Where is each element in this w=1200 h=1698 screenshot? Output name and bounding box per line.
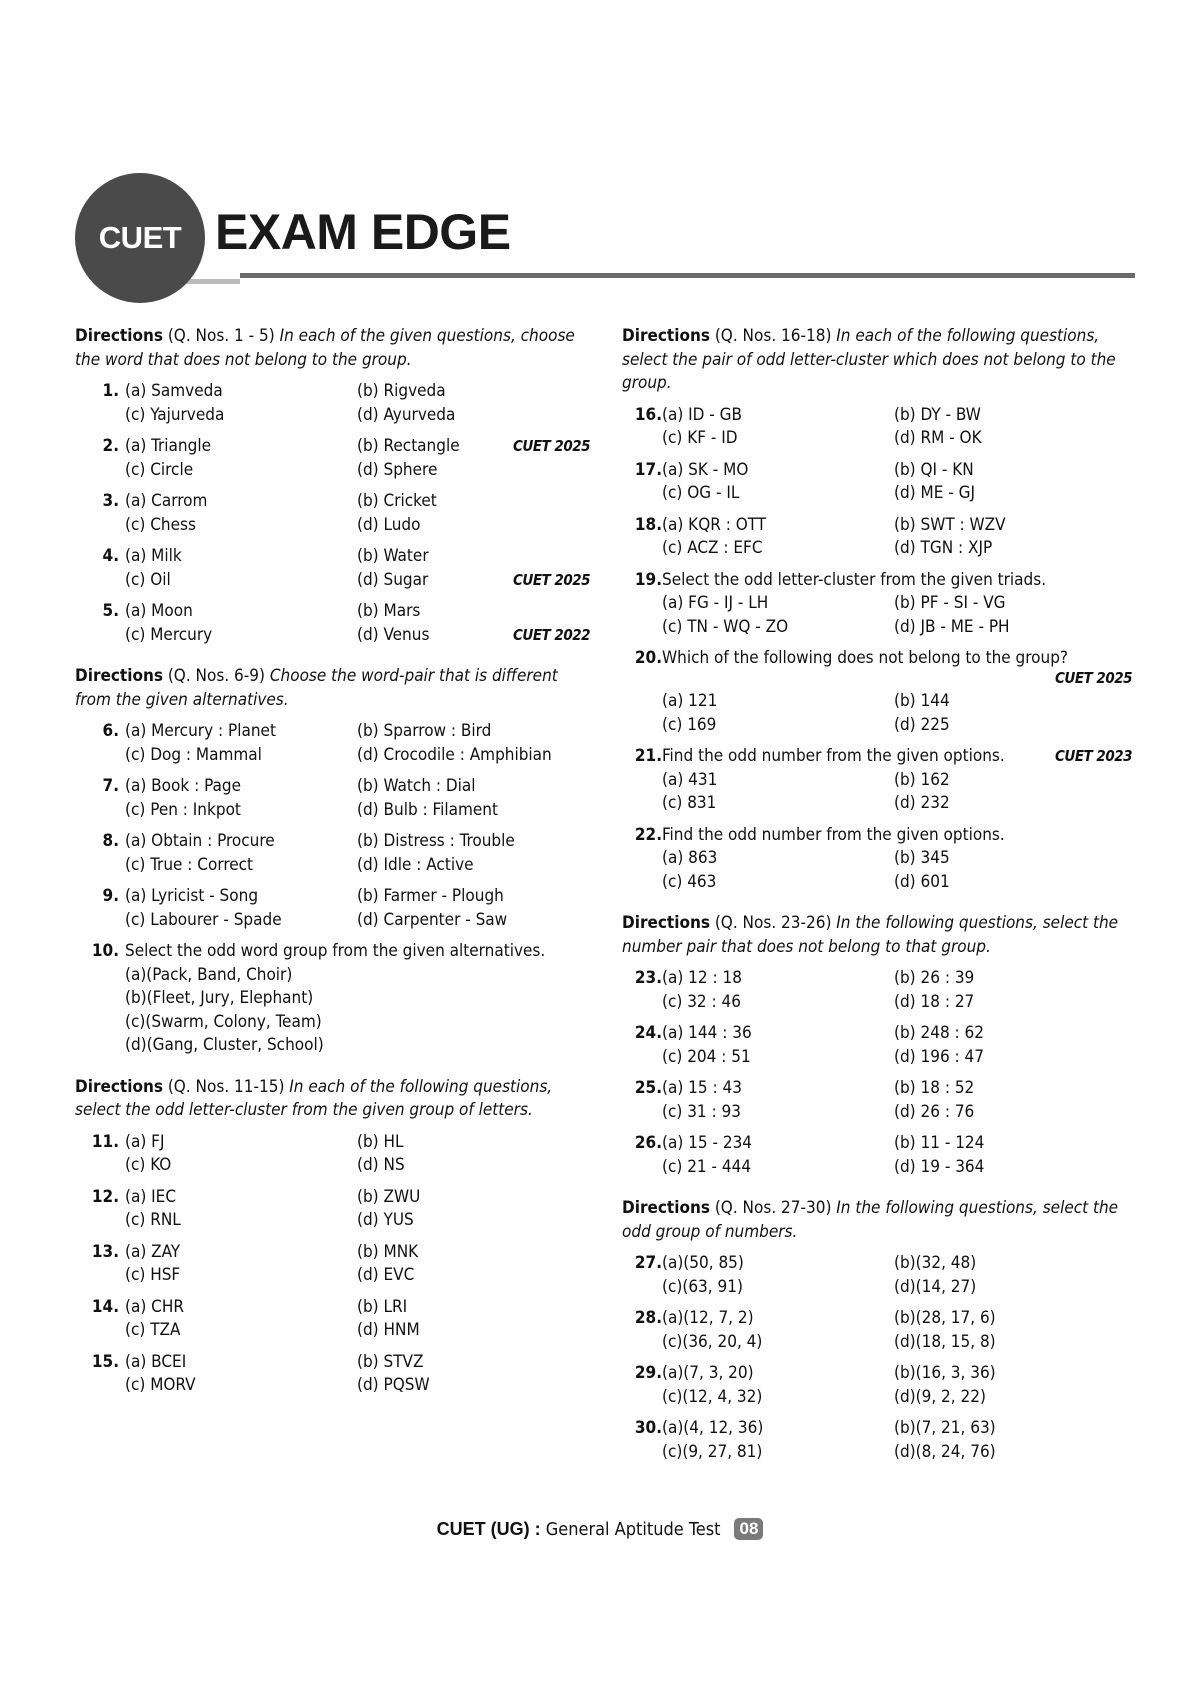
- question-number: 20.: [634, 648, 662, 668]
- options: [662, 1417, 1132, 1464]
- option-c: (c) Oil: [125, 569, 171, 590]
- question-text: Which of the following does not belong to the group?: [662, 648, 1069, 668]
- option-c: (c) Mercury: [125, 624, 213, 645]
- option: (c)(Swarm, Colony, Team): [125, 1011, 322, 1032]
- options: [125, 600, 590, 647]
- option-b: (b) Rigveda: [357, 381, 446, 401]
- tag-slot: [513, 459, 590, 483]
- option-c: (c) OG - IL: [662, 483, 740, 503]
- question-number: 15.: [91, 1351, 119, 1372]
- option-c: (c) TN - WQ - ZO: [662, 616, 789, 637]
- option-b: (b) 248 : 62: [894, 1023, 985, 1043]
- directions: [622, 912, 1132, 959]
- option-a: (a) Mercury : Planet: [125, 721, 276, 741]
- question-number: 2.: [102, 436, 119, 456]
- question-number: 22.: [634, 824, 662, 845]
- question: [622, 1252, 1132, 1299]
- option-b: (b)(7, 21, 63): [894, 1418, 996, 1438]
- option-d: (d)(8, 24, 76): [894, 1441, 996, 1462]
- question-stem: Select the odd word group from the given alternatives.: [125, 941, 546, 961]
- option-a: (a) Carrom: [125, 491, 208, 511]
- question-number: 11.: [91, 1131, 119, 1152]
- footer-subject: General Aptitude Test: [545, 1518, 721, 1540]
- option-b: (b) 162: [894, 769, 950, 790]
- option-b: (b) Water: [357, 546, 429, 566]
- question-number: 12.: [91, 1186, 119, 1207]
- option-d: (d) Bulb : Filament: [357, 799, 498, 820]
- option-a: (a) 121: [662, 691, 718, 711]
- option-b: (b) Watch : Dial: [357, 776, 476, 796]
- option-d: (d) 19 - 364: [894, 1156, 985, 1177]
- directions: [622, 1197, 1132, 1244]
- directions-label: Directions: [622, 326, 710, 346]
- option-a: (a) FJ: [125, 1131, 165, 1152]
- question-number: 26.: [634, 1133, 662, 1153]
- question: [622, 1077, 1132, 1124]
- question: [75, 490, 590, 537]
- directions: [75, 1076, 590, 1123]
- question: [75, 1241, 590, 1288]
- option-d: (d) Ayurveda: [357, 404, 456, 425]
- question: [75, 885, 590, 932]
- question-number: 9.: [102, 886, 119, 906]
- spacer: [622, 1187, 1132, 1197]
- directions: [622, 325, 1132, 396]
- option-d: (d) Sugar: [357, 569, 429, 590]
- option-c: (c) 831: [662, 793, 717, 813]
- directions-text: In each of the given questions, choose the word that does not belong to the group.: [75, 326, 575, 370]
- option-b: (b) DY - BW: [894, 404, 981, 425]
- option-d: (d) Carpenter - Saw: [357, 909, 508, 930]
- option-c: (c) 463: [662, 871, 717, 892]
- option-c: (c) HSF: [125, 1265, 181, 1285]
- options: [662, 1022, 1132, 1069]
- question: [75, 940, 590, 1058]
- option: (d)(Gang, Cluster, School): [125, 1035, 324, 1055]
- option-list: [125, 964, 590, 1058]
- options: [662, 1362, 1132, 1409]
- option-b: (b) STVZ: [357, 1351, 424, 1372]
- option-d: (d) Crocodile : Amphibian: [357, 744, 552, 765]
- option-d: (d) Venus: [357, 624, 430, 645]
- options: [662, 514, 1132, 561]
- option-d: (d) 18 : 27: [894, 991, 975, 1012]
- options: [125, 720, 590, 767]
- spacer: [75, 655, 590, 665]
- option-a: (a)(50, 85): [662, 1253, 744, 1273]
- options: [125, 490, 590, 537]
- option-d: (d) 225: [894, 714, 950, 735]
- option-b: (b) 26 : 39: [894, 968, 975, 988]
- directions-label: Directions: [622, 1198, 710, 1218]
- question-number: 7.: [102, 776, 119, 796]
- directions-label: Directions: [622, 913, 710, 933]
- option-c: (c)(12, 4, 32): [662, 1386, 763, 1407]
- option-b: (b) 144: [894, 691, 950, 711]
- options: [125, 435, 590, 482]
- question-number: 25.: [634, 1078, 662, 1098]
- right-column: [622, 325, 1132, 1472]
- option-d: (d)(18, 15, 8): [894, 1331, 996, 1352]
- option-b: (b) HL: [357, 1131, 404, 1152]
- question: [75, 1131, 590, 1178]
- question-text: Find the odd number from the given options.: [662, 824, 1005, 845]
- options: [125, 545, 590, 592]
- question: [75, 435, 590, 482]
- question-text: Select the odd letter-cluster from the given triads.: [662, 569, 1047, 590]
- question-number: 29.: [634, 1363, 662, 1383]
- question-number: 1.: [102, 381, 119, 401]
- options: [662, 1252, 1132, 1299]
- question: [75, 1296, 590, 1343]
- option-b: (b)(16, 3, 36): [894, 1363, 996, 1383]
- option-a: (a) Triangle: [125, 436, 211, 456]
- question: [622, 647, 1132, 737]
- question-number: 3.: [102, 491, 119, 511]
- option-a: (a) 144 : 36: [662, 1023, 752, 1043]
- option-c: (c) Yajurveda: [125, 404, 225, 425]
- options: [662, 690, 1132, 737]
- question-stem: [662, 824, 1132, 848]
- question: [622, 569, 1132, 640]
- option-d: (d) 26 : 76: [894, 1101, 975, 1122]
- options: [662, 769, 1132, 816]
- option-b: (b) Cricket: [357, 491, 437, 511]
- option-b: (b) Rectangle: [357, 436, 460, 456]
- option-a: (a) 431: [662, 769, 718, 790]
- option-b: (b) Distress : Trouble: [357, 831, 515, 851]
- option-c: (c) Labourer - Spade: [125, 909, 282, 930]
- question: [75, 720, 590, 767]
- option-b: (b) Farmer - Plough: [357, 886, 504, 906]
- option-a: (a) SK - MO: [662, 459, 749, 480]
- directions-text: Choose the word-pair that is different from the given alternatives.: [75, 666, 558, 710]
- options: [662, 1132, 1132, 1179]
- option-c: (c)(63, 91): [662, 1276, 743, 1297]
- question-number: 21.: [634, 746, 662, 766]
- question: [622, 1362, 1132, 1409]
- option-c: (c) Chess: [125, 514, 196, 535]
- option-b: (b) Mars: [357, 601, 421, 621]
- directions-text: In each of the following questions, select the odd letter-cluster from the given group of letters.: [75, 1076, 553, 1120]
- directions-range: (Q. Nos. 16-18): [714, 326, 832, 346]
- option-b: (b) 11 - 124: [894, 1133, 985, 1153]
- directions-range: (Q. Nos. 11-15): [167, 1076, 285, 1097]
- option-d: (d) PQSW: [357, 1375, 430, 1395]
- question: [622, 745, 1132, 816]
- option-c: (c) MORV: [125, 1375, 196, 1395]
- option-d: (d) Sphere: [357, 459, 438, 480]
- question: [622, 1307, 1132, 1354]
- section-title: EXAM EDGE: [215, 204, 511, 260]
- question: [622, 514, 1132, 561]
- exam-tag: CUET 2025: [512, 437, 590, 455]
- option-b: (b) 18 : 52: [894, 1078, 975, 1098]
- exam-tag: CUET 2022: [512, 625, 590, 644]
- option-c: (c) ACZ : EFC: [662, 538, 763, 558]
- header-rule: [240, 273, 1135, 278]
- question: [622, 1132, 1132, 1179]
- option-d: (d) RM - OK: [894, 428, 982, 448]
- option-c: (c) True : Correct: [125, 854, 254, 875]
- directions: [75, 665, 590, 712]
- page-number: 08: [734, 1518, 763, 1540]
- question: [75, 380, 590, 427]
- option-a: (a) ZAY: [125, 1241, 181, 1262]
- question-number: 19.: [634, 569, 662, 590]
- option-b: (b) QI - KN: [894, 459, 974, 480]
- option-a: (a) CHR: [125, 1296, 184, 1317]
- option-a: (a) BCEI: [125, 1351, 187, 1372]
- option-a: (a) Samveda: [125, 381, 223, 401]
- question-number: 28.: [634, 1308, 662, 1328]
- options: [662, 967, 1132, 1014]
- question-stem: [662, 745, 1132, 769]
- question-number: 5.: [102, 601, 119, 621]
- question: [622, 459, 1132, 506]
- question-number: 23.: [634, 968, 662, 988]
- option-d: (d) TGN : XJP: [894, 538, 993, 558]
- tag-slot: [513, 545, 590, 569]
- exam-tag: CUET 2025: [1054, 668, 1132, 687]
- question: [622, 1022, 1132, 1069]
- option-a: (a) 12 : 18: [662, 968, 742, 988]
- options: [125, 1351, 590, 1398]
- tag-slot: [513, 600, 590, 624]
- question-number: 4.: [102, 546, 119, 566]
- option-a: (a) Lyricist - Song: [125, 886, 259, 906]
- option-c: (c)(36, 20, 4): [662, 1331, 763, 1352]
- options: [125, 380, 590, 427]
- question: [75, 1351, 590, 1398]
- option-c: (c) KF - ID: [662, 428, 738, 448]
- option-d: (d) 601: [894, 871, 950, 892]
- option-b: (b) SWT : WZV: [894, 514, 1006, 535]
- options: [662, 1307, 1132, 1354]
- options: [125, 1131, 590, 1178]
- cuet-badge: CUET: [75, 173, 205, 303]
- spacer: [622, 902, 1132, 912]
- option-c: (c) 21 - 444: [662, 1156, 752, 1177]
- option-a: (a)(7, 3, 20): [662, 1363, 754, 1383]
- question-number: 8.: [102, 831, 119, 851]
- option-b: (b) LRI: [357, 1296, 408, 1317]
- option-d: (d) YUS: [357, 1210, 414, 1230]
- option-a: (a)(4, 12, 36): [662, 1418, 764, 1438]
- question-number: 13.: [91, 1241, 119, 1262]
- option-b: (b) 345: [894, 848, 950, 868]
- options: [662, 404, 1132, 451]
- directions-range: (Q. Nos. 27-30): [714, 1198, 832, 1218]
- option-a: (a) ID - GB: [662, 404, 743, 425]
- option-b: (b) PF - SI - VG: [894, 593, 1006, 613]
- option-d: (d) 232: [894, 793, 950, 813]
- option-a: (a) 15 : 43: [662, 1078, 742, 1098]
- question: [622, 967, 1132, 1014]
- question-number: 17.: [634, 459, 662, 480]
- option-d: (d) 196 : 47: [894, 1046, 985, 1067]
- question: [622, 1417, 1132, 1464]
- option-a: (a) IEC: [125, 1186, 177, 1207]
- question-number: 14.: [91, 1296, 119, 1317]
- directions-range: (Q. Nos. 6-9): [167, 666, 265, 686]
- question: [75, 1186, 590, 1233]
- question: [622, 404, 1132, 451]
- directions-text: In the following questions, select the odd group of numbers.: [622, 1198, 1119, 1242]
- spacer: [75, 1066, 590, 1076]
- question: [75, 600, 590, 647]
- option-c: (c) RNL: [125, 1210, 181, 1230]
- question-number: 10.: [91, 941, 119, 961]
- option-a: (a) Book : Page: [125, 776, 242, 796]
- option-a: (a)(12, 7, 2): [662, 1308, 754, 1328]
- directions-label: Directions: [75, 326, 163, 346]
- directions-range: (Q. Nos. 1 - 5): [167, 326, 275, 346]
- option-c: (c) 32 : 46: [662, 991, 741, 1012]
- option-d: (d) Ludo: [357, 514, 421, 535]
- directions-label: Directions: [75, 1076, 163, 1097]
- option-c: (c) Dog : Mammal: [125, 744, 262, 765]
- page-footer: [0, 1518, 1200, 1540]
- option-a: (a) FG - IJ - LH: [662, 593, 769, 613]
- option-c: (c) 204 : 51: [662, 1046, 751, 1067]
- question-stem: [662, 569, 1132, 593]
- question-number: 30.: [634, 1418, 662, 1438]
- option-d: (d) ME - GJ: [894, 483, 975, 503]
- option-a: (a) 15 - 234: [662, 1133, 753, 1153]
- option-b: (b) MNK: [357, 1241, 419, 1262]
- options: [125, 1186, 590, 1233]
- option-c: (c) Pen : Inkpot: [125, 799, 241, 820]
- question-number: 27.: [634, 1253, 662, 1273]
- question-number: 16.: [634, 404, 662, 425]
- option-c: (c) 31 : 93: [662, 1101, 741, 1122]
- option-d: (d)(9, 2, 22): [894, 1386, 986, 1407]
- option-a: (a) KQR : OTT: [662, 514, 767, 535]
- exam-tag: CUET 2023: [1054, 747, 1132, 765]
- option: (b)(Fleet, Jury, Elephant): [125, 988, 314, 1008]
- option-c: (c) TZA: [125, 1320, 181, 1340]
- question-number: 24.: [634, 1023, 662, 1043]
- option-b: (b) ZWU: [357, 1186, 421, 1207]
- directions-text: In each of the following questions, select the pair of odd letter-cluster which does not belong to the group.: [622, 326, 1116, 393]
- footer-book: CUET (UG) :: [436, 1518, 541, 1539]
- question: [75, 545, 590, 592]
- options: [662, 459, 1132, 506]
- option-c: (c) Circle: [125, 459, 194, 480]
- option-d: (d)(14, 27): [894, 1276, 977, 1297]
- option-d: (d) EVC: [357, 1265, 415, 1285]
- options: [662, 847, 1132, 894]
- option-a: (a) Obtain : Procure: [125, 831, 275, 851]
- directions-range: (Q. Nos. 23-26): [714, 913, 832, 933]
- option-b: (b)(32, 48): [894, 1253, 977, 1273]
- exam-tag: CUET 2025: [512, 570, 590, 589]
- option-d: (d) NS: [357, 1155, 405, 1175]
- question: [622, 824, 1132, 895]
- option-c: (c) KO: [125, 1155, 172, 1175]
- option-d: (d) JB - ME - PH: [894, 616, 1010, 637]
- question: [75, 830, 590, 877]
- options: [125, 775, 590, 822]
- option-d: (d) Idle : Active: [357, 854, 474, 875]
- option-c: (c) 169: [662, 714, 717, 735]
- question: [75, 775, 590, 822]
- section-header: [75, 173, 1135, 298]
- option-b: (b) Sparrow : Bird: [357, 721, 492, 741]
- option-c: (c)(9, 27, 81): [662, 1441, 763, 1462]
- question-number: 6.: [102, 721, 119, 741]
- question-text: Find the odd number from the given options.: [662, 746, 1005, 766]
- directions: [75, 325, 590, 372]
- options: [125, 1296, 590, 1343]
- options: [662, 1077, 1132, 1124]
- option-d: (d) HNM: [357, 1320, 420, 1340]
- option-a: (a) Milk: [125, 546, 182, 566]
- options: [125, 830, 590, 877]
- question-number: 18.: [634, 514, 662, 535]
- left-column: [75, 325, 590, 1406]
- directions-text: In the following questions, select the number pair that does not belong to that group.: [622, 913, 1119, 957]
- directions-label: Directions: [75, 666, 163, 686]
- options: [125, 885, 590, 932]
- options: [662, 592, 1132, 639]
- options: [125, 1241, 590, 1288]
- option-a: (a) Moon: [125, 601, 193, 621]
- option-b: (b)(28, 17, 6): [894, 1308, 996, 1328]
- option-a: (a) 863: [662, 848, 718, 868]
- option: (a)(Pack, Band, Choir): [125, 964, 293, 985]
